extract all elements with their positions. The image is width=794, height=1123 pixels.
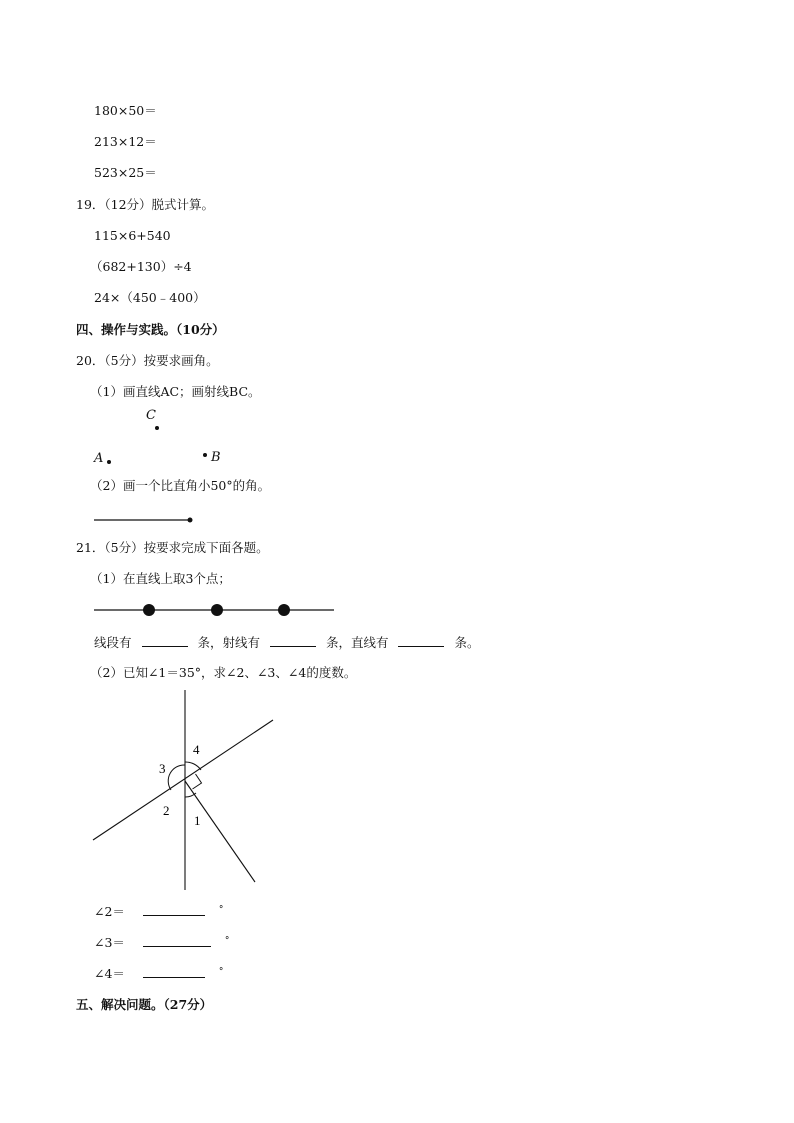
answer-2-unit: ° — [218, 905, 224, 915]
q21-part-2: （2）已知∠1＝35°，求∠2、∠3、∠4的度数。 — [90, 665, 357, 680]
answer-4-blank[interactable] — [143, 965, 205, 978]
line-point-2 — [211, 604, 223, 616]
angle-label-2: 2 — [163, 803, 170, 818]
question-20-title: 20．（5分）按要求画角。 — [76, 353, 219, 368]
line-count-blank[interactable] — [398, 634, 444, 647]
answer-angle-3 — [94, 934, 229, 953]
answer-3-blank[interactable] — [143, 934, 211, 947]
point-b-label: B — [211, 450, 221, 465]
line-point-1 — [143, 604, 155, 616]
question-19-title: 19．（12分）脱式计算。 — [76, 197, 215, 212]
ray-segment-drawing — [94, 515, 214, 525]
point-c-dot — [155, 426, 159, 430]
q19-item-1: 115×6+540 — [94, 228, 171, 243]
angle-diagram — [93, 690, 293, 890]
answer-3-unit: ° — [224, 936, 230, 946]
answer-4-label: ∠4＝ — [94, 966, 125, 981]
fill-ray-label: 条，射线有 — [197, 635, 260, 650]
q21-part-1: （1）在直线上取3个点； — [90, 571, 231, 586]
answer-2-label: ∠2＝ — [94, 904, 125, 919]
fill-segment-label: 线段有 — [94, 635, 132, 650]
segment-count-blank[interactable] — [142, 634, 188, 647]
q21-fill-line — [94, 634, 479, 651]
ray-count-blank[interactable] — [270, 634, 316, 647]
q20-part-1: （1）画直线AC；画射线BC。 — [90, 384, 261, 399]
angle-label-4: 4 — [193, 742, 200, 757]
point-b-dot — [203, 453, 207, 457]
point-a-dot — [107, 460, 111, 464]
line-point-3 — [278, 604, 290, 616]
point-c-label: C — [146, 408, 156, 423]
q20-part-2: （2）画一个比直角小50°的角。 — [90, 478, 271, 493]
question-21-title: 21．（5分）按要求完成下面各题。 — [76, 540, 269, 555]
answer-angle-4 — [94, 965, 223, 984]
q19-item-3: 24×（450﹣400） — [94, 290, 206, 305]
answer-angle-2 — [94, 903, 223, 922]
angle-label-3: 3 — [159, 761, 166, 776]
answer-3-label: ∠3＝ — [94, 935, 125, 950]
angle-label-1: 1 — [194, 813, 201, 828]
calc-line-1: 180×50＝ — [94, 103, 157, 118]
fill-line-label: 条，直线有 — [325, 635, 389, 650]
q19-item-2: （682+130）÷4 — [90, 259, 192, 274]
section-4-heading: 四、操作与实践。（10分） — [76, 322, 225, 337]
answer-2-blank[interactable] — [143, 903, 205, 916]
point-a-label: A — [94, 451, 104, 466]
fill-end-label: 条。 — [454, 635, 480, 650]
section-5-heading: 五、解决问题。（27分） — [76, 997, 213, 1012]
answer-4-unit: ° — [218, 967, 224, 977]
calc-line-2: 213×12＝ — [94, 134, 157, 149]
calc-line-3: 523×25＝ — [94, 165, 157, 180]
line-with-three-points — [94, 600, 344, 620]
